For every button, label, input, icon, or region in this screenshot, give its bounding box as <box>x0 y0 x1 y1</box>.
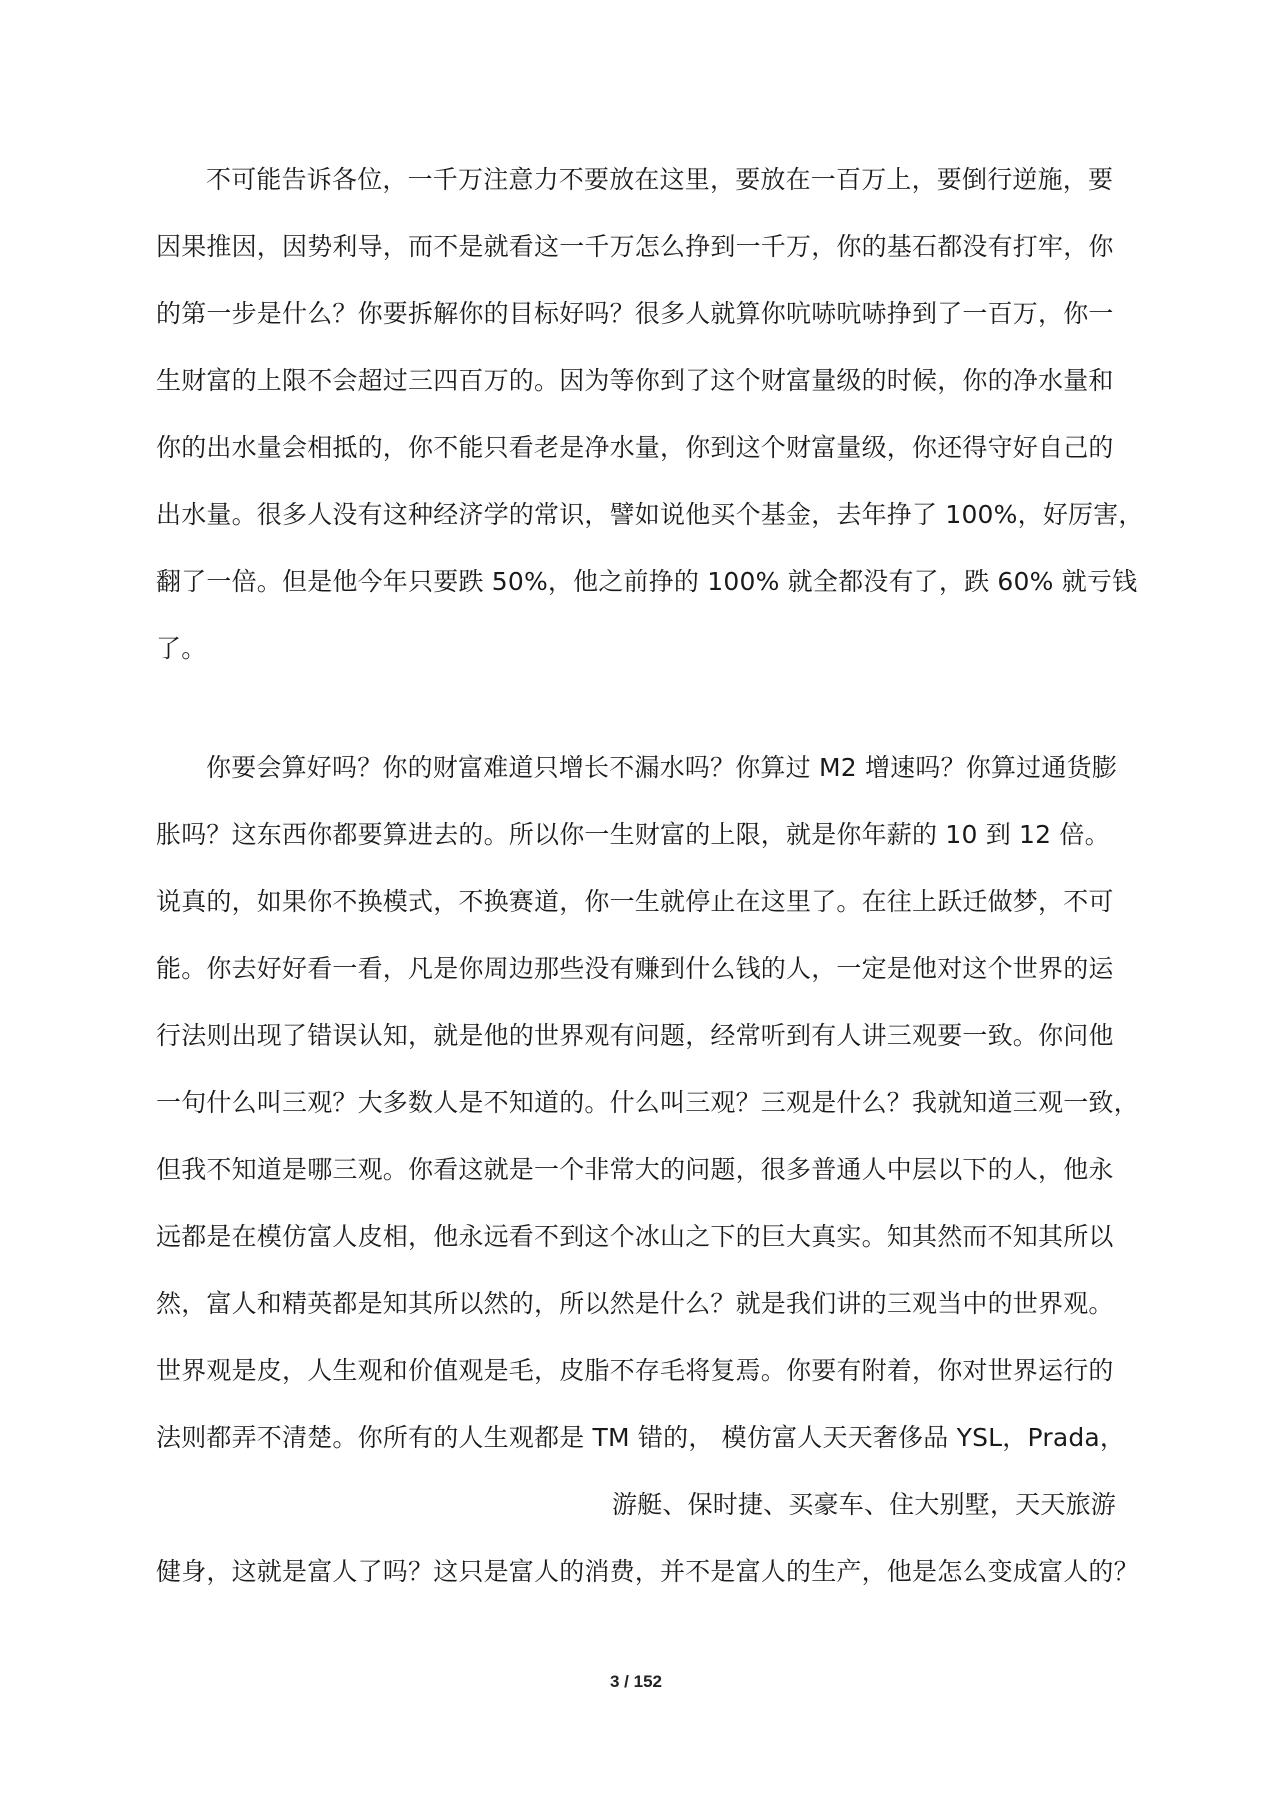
paragraph-2-line-1: 你要会算好吗？你的财富难道只增长不漏水吗？你算过 M2 增速吗？你算过通货膨 <box>206 753 1117 782</box>
paragraph-2-line-8: 远都是在模仿富人皮相，他永远看不到这个冰山之下的巨大真实。知其然而不知其所以 <box>156 1222 1114 1251</box>
paragraph-1-line-5: 你的出水量会相抵的，你不能只看老是净水量，你到这个财富量级，你还得守好自己的 <box>156 433 1114 462</box>
paragraph-1-line-8: 了。 <box>156 634 207 663</box>
paragraph-2-line-10: 世界观是皮，人生观和价值观是毛，皮脂不存毛将复焉。你要有附着，你对世界运行的 <box>156 1356 1114 1385</box>
paragraph-2-line-4: 能。你去好好看一看，凡是你周边那些没有赚到什么钱的人，一定是他对这个世界的运 <box>156 954 1114 983</box>
paragraph-2-line-7: 但我不知道是哪三观。你看这就是一个非常大的问题，很多普通人中层以下的人，他永 <box>156 1155 1114 1184</box>
paragraph-2-line-6: 一句什么叫三观？大多数人是不知道的。什么叫三观？三观是什么？我就知道三观一致， <box>156 1088 1139 1117</box>
paragraph-1-line-3: 的第一步是什么？你要拆解你的目标好吗？很多人就算你吭哧吭哧挣到了一百万，你一 <box>156 299 1114 328</box>
paragraph-1-line-6: 出水量。很多人没有这种经济学的常识，譬如说他买个基金，去年挣了 100%，好厉害， <box>156 500 1144 529</box>
paragraph-1-line-4: 生财富的上限不会超过三四百万的。因为等你到了这个财富量级的时候，你的净水量和 <box>156 366 1114 395</box>
paragraph-2-line-12: 游艇、保时捷、买豪车、住大别墅，天天旅游 <box>611 1490 1116 1519</box>
paragraph-2-line-3: 说真的，如果你不换模式，不换赛道，你一生就停止在这里了。在往上跃迁做梦，不可 <box>156 887 1114 916</box>
paragraph-2-line-11: 法则都弄不清楚。你所有的人生观都是 TM 错的， 模仿富人天天奢侈品 YSL，Prada， <box>156 1423 1126 1452</box>
paragraph-1-line-7: 翻了一倍。但是他今年只要跌 50%，他之前挣的 100% 就全都没有了，跌 60% 就亏钱 <box>156 567 1138 596</box>
paragraph-1-line-2: 因果推因，因势利导，而不是就看这一千万怎么挣到一千万，你的基石都没有打牢，你 <box>156 232 1114 261</box>
paragraph-1-line-1: 不可能告诉各位，一千万注意力不要放在这里，要放在一百万上，要倒行逆施，要 <box>206 165 1114 194</box>
paragraph-2-line-13: 健身，这就是富人了吗？这只是富人的消费，并不是富人的生产，他是怎么变成富人的？ <box>156 1557 1139 1586</box>
page-number: 3 / 152 <box>610 1672 662 1691</box>
paragraph-2-line-5: 行法则出现了错误认知，就是他的世界观有问题，经常听到有人讲三观要一致。你问他 <box>156 1021 1114 1050</box>
paragraph-2-line-9: 然，富人和精英都是知其所以然的，所以然是什么？就是我们讲的三观当中的世界观。 <box>156 1289 1114 1318</box>
paragraph-2-line-2: 胀吗？这东西你都要算进去的。所以你一生财富的上限，就是你年薪的 10 到 12 倍。 <box>156 820 1110 849</box>
